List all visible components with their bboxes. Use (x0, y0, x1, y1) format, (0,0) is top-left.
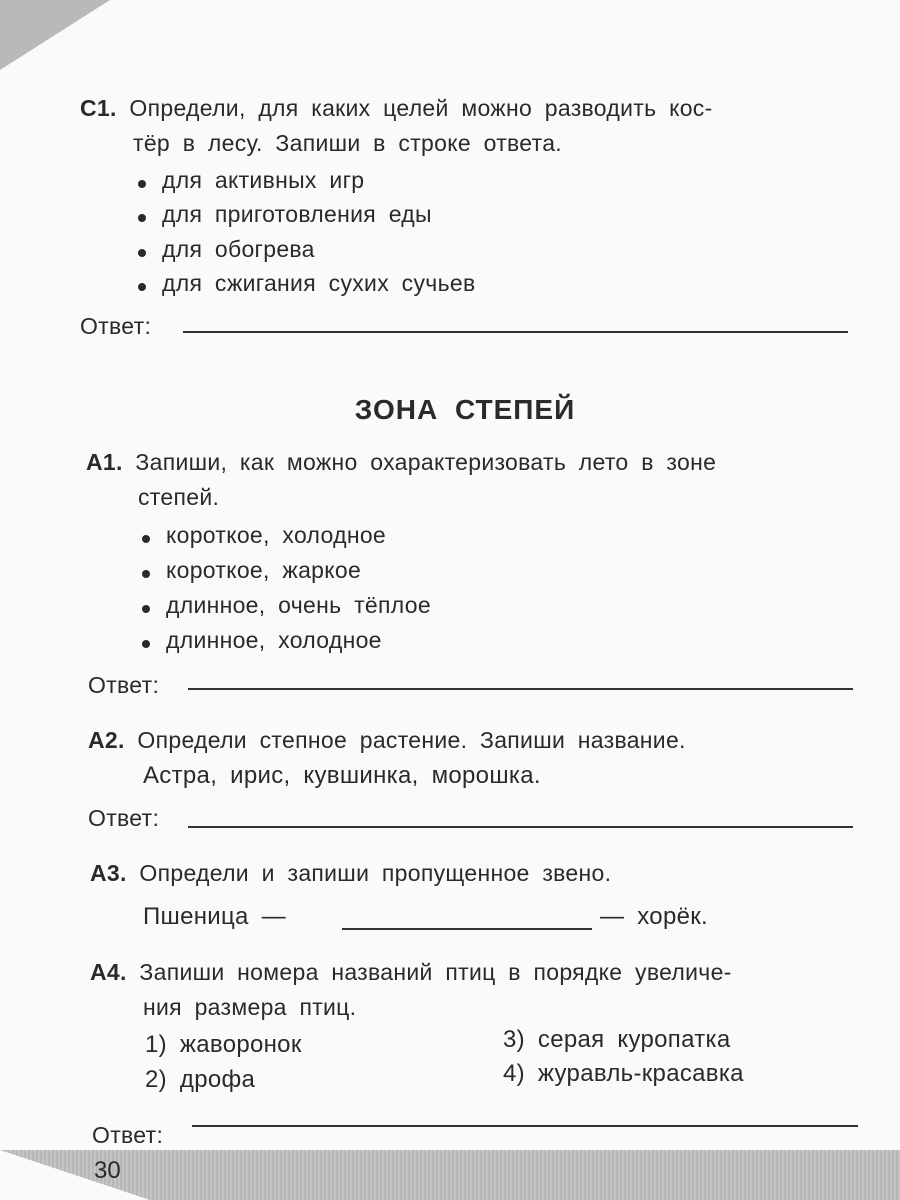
task-a2-plants: Астра, ирис, кувшинка, морошка. (143, 762, 541, 789)
bullet-icon (138, 249, 146, 257)
answer-label: Ответ: (88, 805, 160, 831)
a1-option: длинное, очень тёплое (166, 592, 431, 618)
bullet-icon (142, 640, 150, 648)
answer-label: Ответ: (80, 313, 152, 339)
task-a1-line1: А1. Запиши, как можно охарактеризовать лето в зоне (86, 449, 717, 475)
task-a2-line1: А2. Определи степное растение. Запиши название. (88, 727, 686, 753)
a1-option: короткое, жаркое (166, 557, 362, 583)
page-number: 30 (94, 1157, 121, 1184)
a4-option: 3) серая куропатка (503, 1026, 731, 1053)
a3-answer-line[interactable] (342, 928, 592, 930)
task-c1-line2: тёр в лесу. Запиши в строке ответа. (133, 130, 562, 156)
section-title: ЗОНА СТЕПЕЙ (354, 394, 576, 425)
a4-answer-line[interactable] (192, 1125, 858, 1127)
chain-start: Пшеница — (143, 903, 286, 930)
task-a4-line1: А4. Запиши номера названий птиц в порядке увеличе- (90, 959, 732, 985)
a2-answer-line[interactable] (188, 826, 853, 828)
c1-option: для обогрева (162, 236, 315, 262)
page-edge-shadow (0, 0, 110, 70)
bullet-icon (138, 214, 146, 222)
bullet-icon (138, 180, 146, 188)
bullet-icon (142, 605, 150, 613)
answer-label: Ответ: (92, 1122, 164, 1148)
a1-option: короткое, холодное (166, 522, 387, 548)
chain-end: — хорёк. (600, 903, 709, 930)
task-a4-line2: ния размера птиц. (143, 994, 357, 1020)
task-a1-line2: степей. (138, 484, 220, 510)
footer-page-corner (0, 1150, 150, 1200)
a1-option: длинное, холодное (166, 627, 382, 653)
bullet-icon (142, 535, 150, 543)
a4-option: 1) жаворонок (145, 1031, 302, 1058)
bullet-icon (142, 570, 150, 578)
c1-answer-line[interactable] (183, 331, 848, 333)
task-c1-line1: С1. Определи, для каких целей можно разводить кос- (80, 95, 713, 121)
c1-option: для приготовления еды (162, 201, 432, 227)
a1-answer-line[interactable] (188, 688, 853, 690)
c1-option: для сжигания сухих сучьев (162, 270, 476, 296)
a4-option: 2) дрофа (145, 1066, 256, 1093)
a4-option: 4) журавль-красавка (503, 1060, 744, 1087)
c1-option: для активных игр (162, 167, 365, 193)
answer-label: Ответ: (88, 672, 160, 698)
task-a3-line1: А3. Определи и запиши пропущенное звено. (90, 860, 612, 886)
bullet-icon (138, 283, 146, 291)
